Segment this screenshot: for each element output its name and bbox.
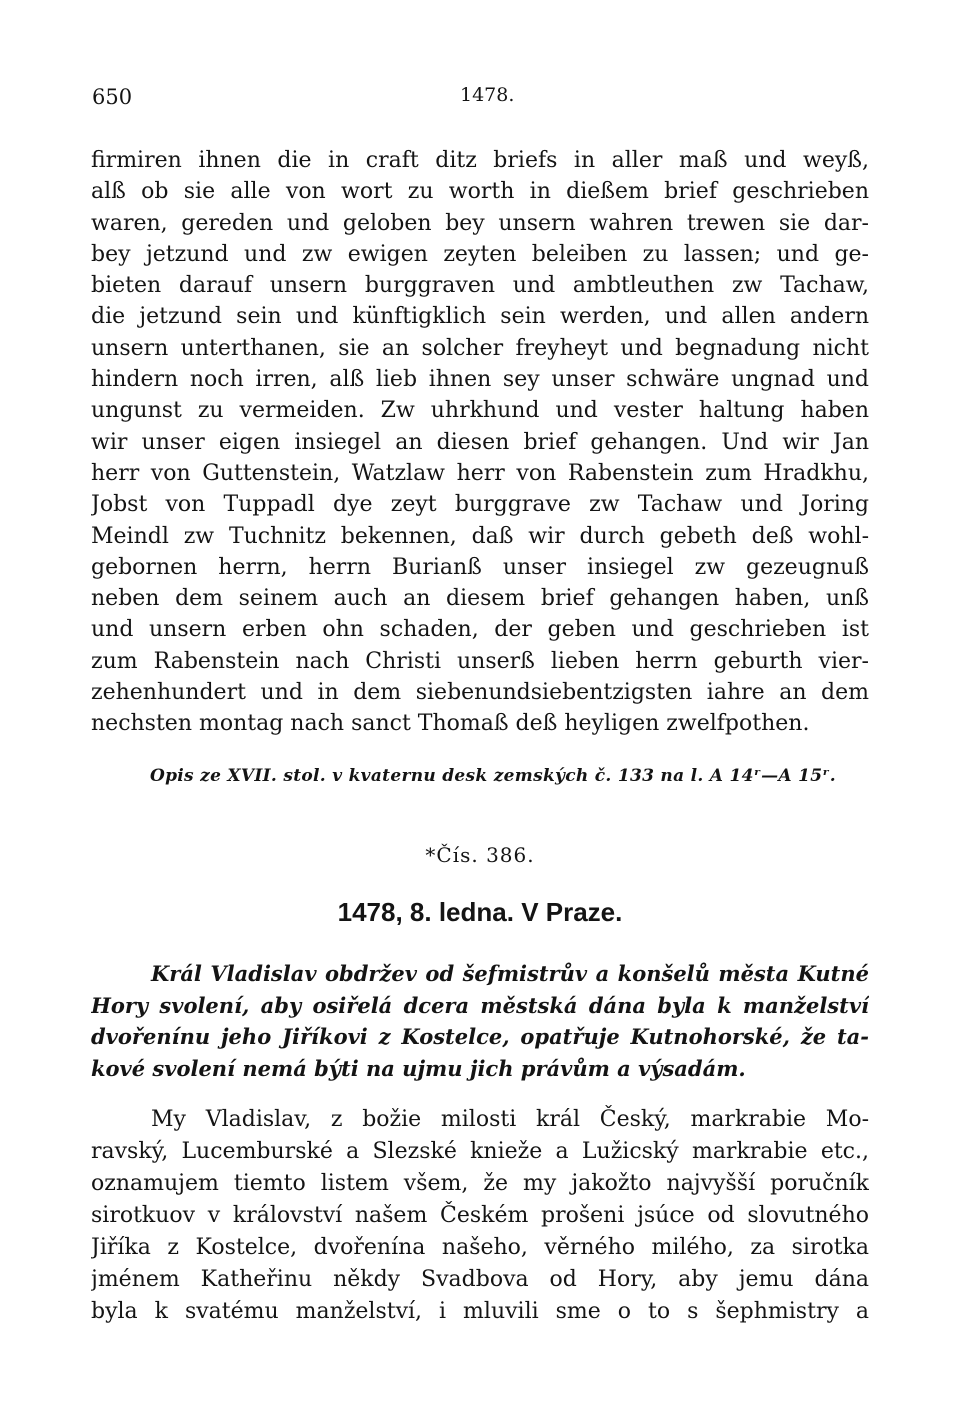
text-line: die jetzund sein und künftigklich sein werden, und allen andern [91,304,869,330]
text-line: sirotkuov v království našem Českém prošeni jsúce od slovutného [91,1203,869,1228]
text-line: Jiříka z Kostelce, dvořenína našeho, věrného milého, za sirotka [91,1235,869,1260]
text-line: Jobst von Tuppadl dye zeyt burggrave zw Tachaw und Joring [91,492,869,518]
regest-summary [91,958,869,1084]
text-line: unsern unterthanen, sie an solcher freyheyt und begnadung nicht [91,335,869,361]
text-line: ungunst zu vermeiden. Zw uhrkhund und vester haltung haben [91,398,869,424]
text-line: firmiren ihnen die in craft ditz briefs in aller maß und weyß, [91,148,869,173]
text-line: bey jetzund und zw ewigen zeyten beleiben zu lassen; und ge- [91,241,869,267]
paragraph-german-text [91,145,869,740]
paragraph-czech-text [91,1104,869,1328]
page-number: 650 [92,85,133,109]
text-line: hindern noch irren, alß lieb ihnen sey unser schwäre ungnad und [91,367,869,393]
text-line: herr von Guttenstein, Watzlaw herr von Rabenstein zum Hradkhu, [91,460,869,486]
regest-line: dvořenínu jeho Jiříkovi z Kostelce, opatřuje Kutnohorské, že ta- [91,1024,869,1049]
document-number: *Čís. 386. [425,843,535,867]
text-line: und unsern erben ohn schaden, der geben und geschrieben ist [91,617,869,643]
text-line: alß ob sie alle von wort zu worth in dießem brief geschrieben [91,179,869,205]
text-line: gebornen herrn, herrn Burianß unser insiegel zw gezeugnuß [91,554,869,580]
regest-line: Hory svolení, aby osiřelá dcera městská dána byla k manželství [91,992,869,1018]
running-head-year: 1478. [460,84,515,106]
text-line: nechsten montag nach sanct Thomaß deß heyligen zwelfpothen. [91,711,810,737]
regest-line: Král Vladislav obdržev od šefmistrův a konšelů města Kutné [151,961,869,986]
text-line: jménem Katheřinu někdy Svadbova od Hory, aby jemu dána [91,1267,869,1292]
text-line: wir unser eigen insiegel an diesen brief gehangen. Und wir Jan [91,429,869,455]
regest-line: kové svolení nemá býti na ujmu jich právům a výsadám. [91,1055,746,1081]
text-line: Meindl zw Tuchnitz bekennen, daß wir durch gebeth deß wohl- [91,523,869,549]
document-date-heading: 1478, 8. ledna. V Praze. [337,897,623,927]
source-note: Opis ze XVII. stol. v kvaternu desk zemských č. 133 na l. A 14ʳ—A 15ʳ. [150,766,836,786]
text-line: oznamujem tiemto listem všem, že my jakožto najvyšší poručník [91,1171,869,1196]
text-line: ravský, Lucemburské a Slezské knieže a Lužicský markrabie etc., [91,1139,869,1164]
text-line: zehenhundert und in dem siebenundsiebentzigsten iahre an dem [91,680,869,706]
text-line: bieten darauf unsern burggraven und ambtleuthen zw Tachaw, [91,273,869,299]
text-line: byla k svatému manželství, i mluvili sme o to s šephmistry a [91,1299,869,1324]
text-line: waren, gereden und geloben bey unsern wahren trewen sie dar- [91,210,869,236]
text-line: zum Rabenstein nach Christi unserß lieben herrn geburth vier- [91,648,869,674]
text-line: My Vladislav, z božie milosti král Český, markrabie Mo- [151,1107,869,1132]
text-line: neben dem seinem auch an diesem brief gehangen haben, unß [91,586,869,612]
